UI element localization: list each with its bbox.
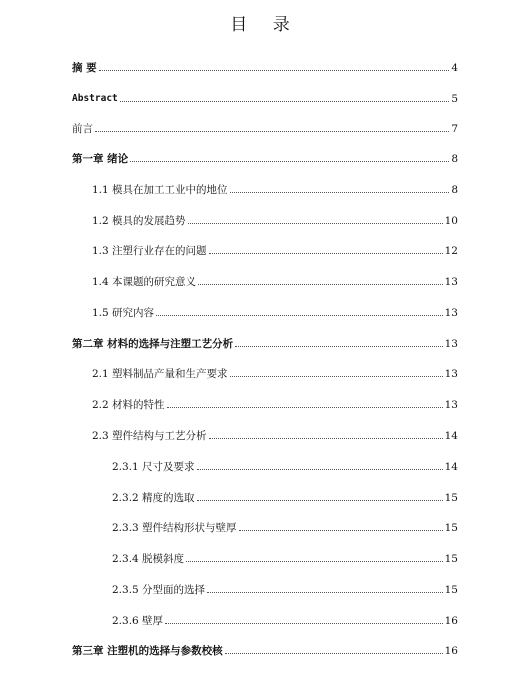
toc-entry-section-2-1[interactable]: [92, 364, 458, 380]
dot-leader: [230, 192, 450, 193]
toc-entry-chapter-2[interactable]: [72, 334, 458, 350]
toc-entry-label: 第一章 绪论: [72, 153, 129, 165]
toc-entry-section-1-1[interactable]: [92, 180, 458, 196]
toc-entry-section-2-3-1[interactable]: [112, 457, 458, 473]
toc-entry-page: 5: [451, 93, 458, 105]
toc-entry-label: 2.3.2 精度的选取: [112, 492, 195, 504]
toc-entry-section-1-5[interactable]: [92, 303, 458, 319]
toc-entry-section-2-3-2[interactable]: [112, 488, 458, 504]
toc-entry-label: 2.3.6 壁厚: [112, 615, 164, 627]
toc-entry-label: 2.3.3 塑件结构形状与壁厚: [112, 522, 237, 534]
dot-leader: [207, 592, 443, 593]
toc-entry-section-2-3-3[interactable]: [112, 518, 458, 534]
toc-entry-page: 16: [444, 615, 458, 627]
toc-entry-label: 1.5 研究内容: [92, 307, 155, 319]
dot-leader: [120, 101, 450, 102]
dot-leader: [188, 223, 443, 224]
toc-entry-label: 1.1 模具在加工工业中的地位: [92, 184, 228, 196]
toc-entry-page: 15: [444, 492, 458, 504]
toc-entry-label: 前言: [72, 123, 93, 135]
toc-entry-page: 7: [451, 123, 458, 135]
dot-leader: [95, 131, 449, 132]
dot-leader: [167, 407, 443, 408]
toc-entry-label: 1.4 本课题的研究意义: [92, 276, 197, 288]
toc-entry-label: 2.3.1 尺寸及要求: [112, 461, 195, 473]
toc-entry-section-2-3[interactable]: [92, 426, 458, 442]
toc-entry-page: 8: [451, 184, 458, 196]
dot-leader: [209, 253, 443, 254]
toc-entry-preface[interactable]: [72, 119, 458, 135]
toc-entry-label: 2.3.5 分型面的选择: [112, 584, 206, 596]
toc-entry-section-1-3[interactable]: [92, 241, 458, 257]
toc-entry-label: Abstract: [72, 93, 118, 104]
toc-entry-label: 2.3.4 脱模斜度: [112, 553, 185, 565]
toc-entry-chapter-1[interactable]: [72, 149, 458, 165]
toc-entry-section-2-3-4[interactable]: [112, 549, 458, 565]
toc-entry-label: 第三章 注塑机的选择与参数校核: [72, 645, 223, 657]
toc-entry-page: 13: [444, 399, 458, 411]
toc-entry-section-1-4[interactable]: [92, 272, 458, 288]
toc-entry-page: 4: [451, 62, 458, 74]
toc-entry-page: 15: [444, 522, 458, 534]
toc-entry-label: 1.2 模具的发展趋势: [92, 215, 186, 227]
toc-entry-label: 2.3 塑件结构与工艺分析: [92, 430, 207, 442]
toc-entry-section-1-2[interactable]: [92, 211, 458, 227]
toc-entry-section-2-2[interactable]: [92, 395, 458, 411]
toc-entry-page: 13: [444, 338, 458, 350]
toc-entry-label: 2.1 塑料制品产量和生产要求: [92, 368, 228, 380]
toc-entry-page: 15: [444, 584, 458, 596]
toc-entry-page: 14: [444, 430, 458, 442]
toc-entry-page: 8: [451, 153, 458, 165]
dot-leader: [165, 623, 443, 624]
toc-entry-page: 15: [444, 553, 458, 565]
dot-leader: [99, 70, 450, 71]
toc-entry-page: 13: [444, 307, 458, 319]
toc-entry-section-2-3-6[interactable]: [112, 611, 458, 627]
dot-leader: [197, 469, 443, 470]
toc-entry-label: 摘 要: [72, 62, 97, 74]
toc-entry-abstract-cn[interactable]: [72, 58, 458, 74]
dot-leader: [235, 346, 442, 347]
dot-leader: [225, 653, 443, 654]
toc-entry-page: 10: [444, 215, 458, 227]
toc-entry-label: 第二章 材料的选择与注塑工艺分析: [72, 338, 234, 350]
toc-entry-page: 13: [444, 276, 458, 288]
dot-leader: [130, 161, 449, 162]
page-title: 目 录: [230, 15, 300, 35]
toc-entry-abstract-en[interactable]: [72, 89, 458, 105]
dot-leader: [239, 530, 443, 531]
dot-leader: [198, 284, 443, 285]
dot-leader: [209, 438, 443, 439]
toc-entry-page: 16: [444, 645, 458, 657]
toc-entry-label: 1.3 注塑行业存在的问题: [92, 245, 207, 257]
dot-leader: [186, 561, 443, 562]
dot-leader: [156, 315, 443, 316]
toc-entry-page: 13: [444, 368, 458, 380]
toc-entry-label: 2.2 材料的特性: [92, 399, 165, 411]
dot-leader: [197, 500, 443, 501]
dot-leader: [230, 376, 443, 377]
toc-entry-section-2-3-5[interactable]: [112, 580, 458, 596]
toc-entry-chapter-3[interactable]: [72, 641, 458, 657]
toc-entry-page: 14: [444, 461, 458, 473]
toc-entry-page: 12: [444, 245, 458, 257]
